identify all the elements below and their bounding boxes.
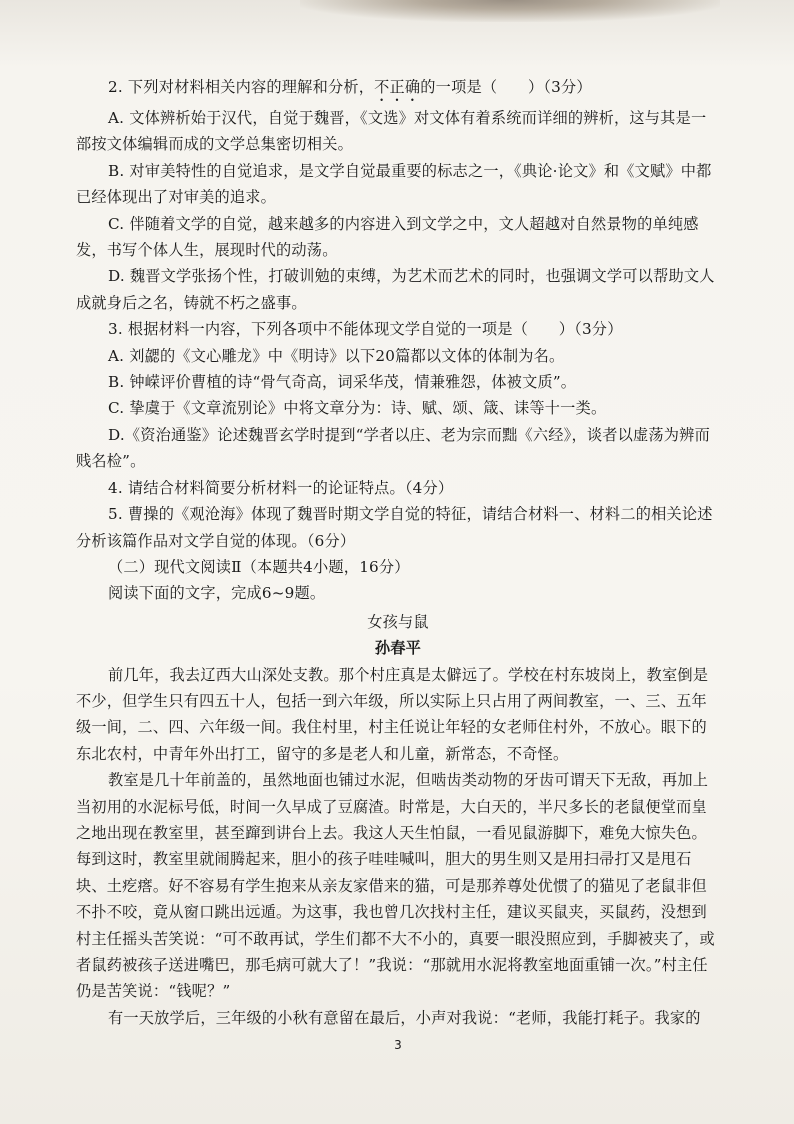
question-2-stem: 2. 下列对材料相关内容的理解和分析，不正确的一项是（ ）（3分） [108, 78, 592, 96]
question-5: 5. 曹操的《观沧海》体现了魏晋时期文学自觉的特征，请结合材料一、材料二的相关论述分析该篇作品对文学自觉的体现。（6分） [76, 505, 713, 550]
question-3-option-d: D.《资治通鉴》论述魏晋玄学时提到“学者以庄、老为宗而黜《六经》，谈者以虚荡为辨而贱名检”。 [76, 425, 710, 471]
section-heading: （二）现代文阅读Ⅱ（本题共4小题，16分） [108, 557, 410, 576]
emphasis-not-correct: 不正确 [374, 78, 421, 96]
story-title: 女孩与鼠 [367, 612, 429, 631]
page-content [76, 74, 720, 1031]
scan-shadow [300, 0, 720, 22]
question-2-option-c: C. 伴随着文学的自觉，越来越多的内容进入到文学之中，文人超越对自然景物的单纯感发，书写个体人生，展现时代的动荡。 [76, 214, 699, 260]
story-paragraph: 有一天放学后，三年级的小秋有意留在最后，小声对我说：“老师，我能打耗子。我家的 [108, 1008, 701, 1027]
story-paragraph: 教室是几十年前盖的，虽然地面也铺过水泥，但啮齿类动物的牙齿可谓天下无敌，再加上当初用的水泥标号低，时间一久早成了豆腐渣。时常是，大白天的，半尺多长的老鼠便堂而皇之地出现在教室里，甚至蹿到讲台上去。我这人天生怕鼠，一看见鼠游脚下，难免大惊失色。每到这时，教室里就闹腾起来，胆小的孩子哇哇喊叫，胆大的男生则又是用扫帚打又是甩石块、土疙瘩。好不容易有学生抱来从亲友家借来的猫，可是那养尊处优惯了的猫见了老鼠非但不扑不咬，竟从窗口跳出远遁。为这事，我也曾几次找村主任，建议买鼠夹，买鼠药，没想到村主任摇头苦笑说：“可不敢再试，学生们都不大不小的，真要一眼没照应到，手脚被夹了，或者鼠药被孩子送进嘴巴，那毛病可就大了！”我说：“那就用水泥将教室地面重铺一次。”村主任仍是苦笑说：“钱呢？” [76, 771, 715, 1001]
question-2-option-b: B. 对审美特性的自觉追求，是文学自觉最重要的标志之一，《典论·论文》和《文赋》中都已经体现出了对审美的追求。 [76, 161, 712, 207]
page-number: 3 [394, 1038, 402, 1052]
question-3-option-a: A. 刘勰的《文心雕龙》中《明诗》以下20篇都以文体的体制为名。 [108, 346, 565, 365]
story-paragraph: 前几年，我去辽西大山深处支教。那个村庄真是太僻远了。学校在村东坡岗上，教室倒是不少，但学生只有四五十人，包括一到六年级，所以实际上只占用了两间教室，一、三、五年级一间，二、四、六年级一间。我住村里，村主任说让年轻的女老师住村外，不放心。眼下的东北农村，中青年外出打工，留守的多是老人和儿童，新常态，不奇怪。 [76, 665, 709, 763]
question-4: 4. 请结合材料简要分析材料一的论证特点。（4分） [108, 478, 454, 497]
question-2-option-d: D. 魏晋文学张扬个性，打破训勉的束缚，为艺术而艺术的同时，也强调文学可以帮助文人成就身后之名，铸就不朽之盛事。 [76, 267, 715, 312]
reading-instruction: 阅读下面的文字，完成6~9题。 [108, 584, 326, 603]
question-3-option-c: C. 挚虞于《文章流别论》中将文章分为：诗、赋、颂、箴、诔等十一类。 [108, 399, 607, 418]
question-3-stem: 3. 根据材料一内容，下列各项中不能体现文学自觉的一项是（ ）（3分） [108, 320, 623, 339]
question-2-option-a: A. 文体辨析始于汉代，自觉于魏晋，《文选》对文体有着系统而详细的辨析，这与其是一部按文体编辑而成的文学总集密切相关。 [76, 109, 707, 154]
story-author: 孙春平 [374, 639, 422, 658]
question-3-option-b: B. 钟嵘评价曹植的诗“骨气奇高，词采华茂，情兼雅怨，体被文质”。 [108, 373, 577, 392]
